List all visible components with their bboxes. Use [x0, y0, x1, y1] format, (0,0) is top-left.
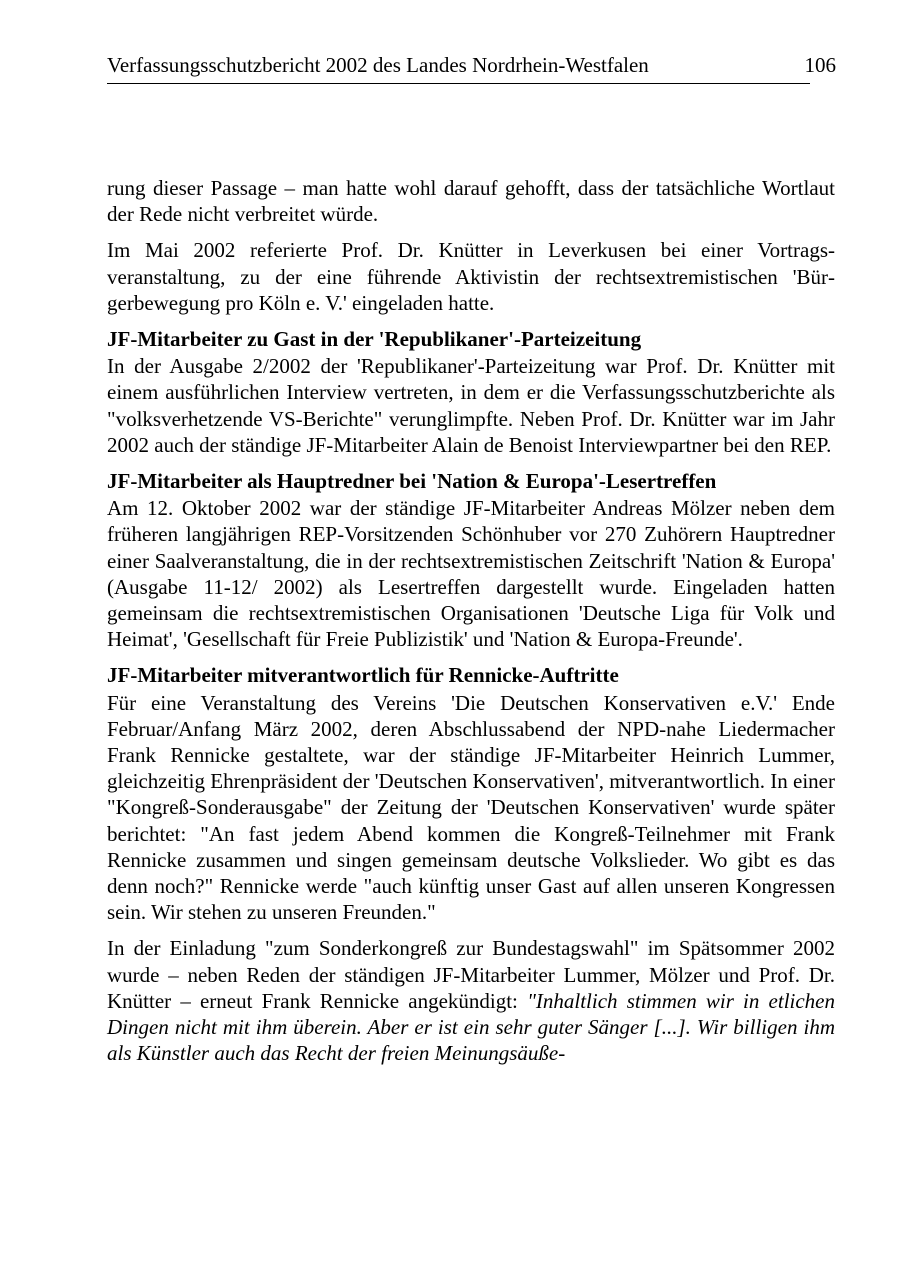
paragraph: rung dieser Passage – man hatte wohl darauf gehofft, dass der tatsächliche Wortlaut der Rede nicht verbreitet würde. [107, 176, 835, 227]
paragraph: Im Mai 2002 referierte Prof. Dr. Knütter in Leverkusen bei einer Vortragsveranstaltung, zu der eine führende Aktivistin der rechtsextremistischen 'Bürgerbewegung pro Köln e. V.' eingeladen hatte. [107, 238, 835, 315]
report-title: Verfassungsschutzbericht 2002 des Landes Nordrhein-Westfalen [107, 53, 649, 77]
page-number: 106 [804, 53, 836, 77]
page-content [107, 175, 835, 1067]
paragraph: In der Ausgabe 2/2002 der 'Republikaner'-Parteizeitung war Prof. Dr. Knütter mit einem ausführlichen Interview vertreten, in dem er die Verfassungsschutzberichte als "volksverhetzende VS-Berichte" verunglimpfte. Neben Prof. Dr. Knütter war im Jahr 2002 auch der ständige JF-Mitarbeiter Alain de Benoist Interviewpartner bei den REP. [107, 354, 835, 457]
paragraph [107, 935, 835, 1066]
quotation: "Inhaltlich stimmen wir in etlichen Dingen nicht mit ihm überein. Aber er ist ein sehr guter Sänger [...]. Wir billigen ihm als Künstler auch das Recht der freien Meinungsäuße- [107, 988, 836, 1066]
paragraph-text: In der Einladung "zum Sonderkongreß zur Bundestagswahl" im Spätsommer 2002 wurde – neben Reden der ständigen JF-Mitarbeiter Lummer, Mölzer und Prof. Dr. Knütter – erneut Frank Rennicke angekündigt: [107, 936, 835, 1013]
paragraph: Für eine Veranstaltung des Vereins 'Die Deutschen Konservativen e.V.' Ende Februar/Anfang März 2002, deren Abschlussabend der NPD-nahe Liedermacher Frank Rennicke gestaltete, war der ständige JF-Mitarbeiter Heinrich Lummer, gleichzeitig Ehrenpräsident der 'Deutschen Konservativen', mitverantwortlich. In einer "Kongreß-Sonderausgabe" der Zeitung der 'Deutschen Konservativen' wurde später berichtet: "An fast jedem Abend kommen die Kongreß-Teilnehmer mit Frank Rennicke zusammen und singen gemeinsam deutsche Volkslieder. Wo gibt es das denn noch?" Rennicke werde "auch künftig unser Gast auf allen unseren Kongressen sein. Wir stehen zu unseren Freunden." [107, 690, 835, 925]
section-heading: JF-Mitarbeiter mitverantwortlich für Rennicke-Auftritte [107, 663, 619, 688]
section-heading: JF-Mitarbeiter als Hauptredner bei 'Nation & Europa'-Lesertreffen [107, 469, 717, 494]
paragraph: Am 12. Oktober 2002 war der ständige JF-Mitarbeiter Andreas Mölzer neben dem früheren langjährigen REP-Vorsitzenden Schönhuber vor 270 Zuhörern Hauptredner einer Saalveranstaltung, die in der rechtsextremistischen Zeitschrift 'Nation & Europa' (Ausgabe 11-12/ 2002) als Lesertreffen dargestellt wurde. Eingeladen hatten gemeinsam die rechtsextremistischen Organisationen 'Deutsche Liga für Volk und Heimat', 'Gesellschaft für Freie Publizistik' und 'Nation & Europa-Freunde'. [107, 496, 835, 652]
page-header [107, 52, 836, 84]
section-heading: JF-Mitarbeiter zu Gast in der 'Republikaner'-Parteizeitung [107, 327, 642, 352]
